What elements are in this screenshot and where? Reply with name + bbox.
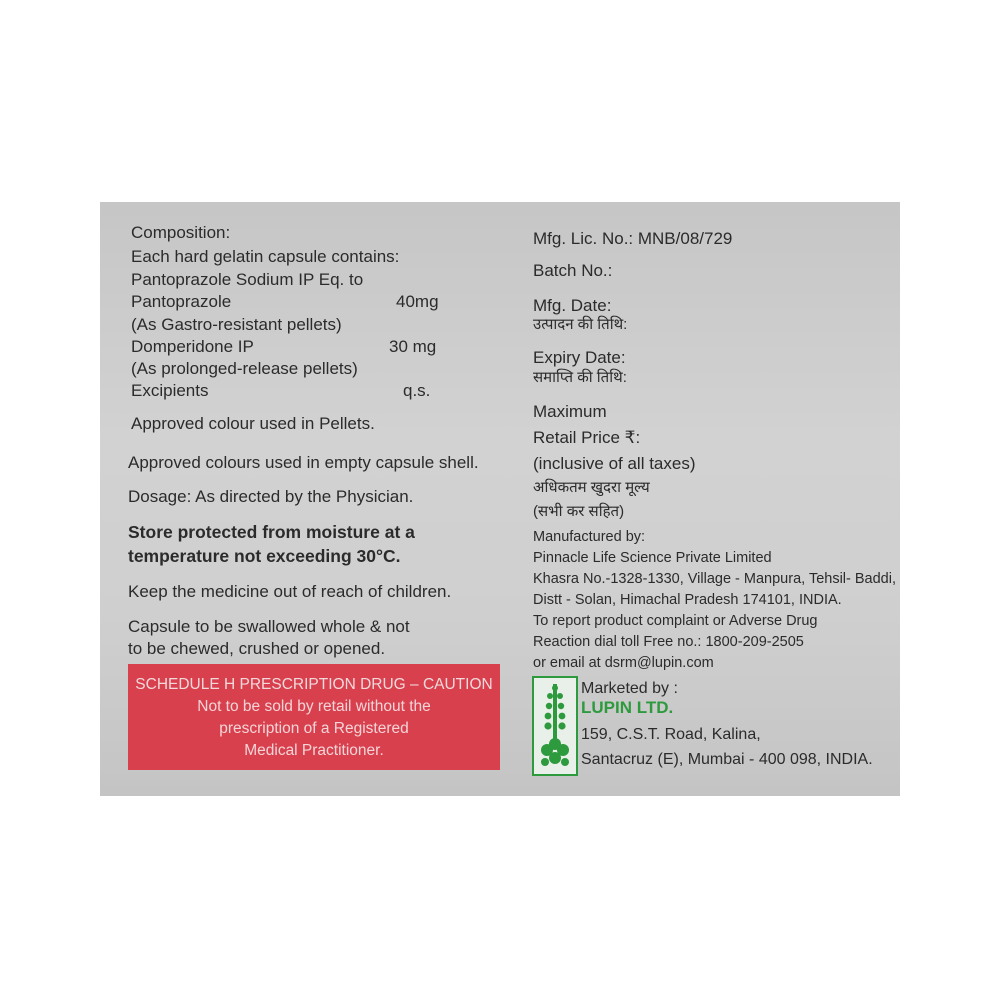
caution-line: prescription of a Registered [219,720,409,737]
mrp-hindi: अधिकतम खुदरा मूल्य [533,479,650,496]
mrp-label: Maximum [533,402,607,421]
lupin-logo-icon [532,676,578,776]
composition-line: Pantoprazole Sodium IP Eq. to [131,270,364,289]
batch-number: Batch No.: [533,261,613,280]
storage-note: Store protected from moisture at a [128,522,415,542]
composition-line: Each hard gelatin capsule contains: [131,247,400,266]
composition-line: Domperidone IP [131,337,254,356]
manufacturer-name: Pinnacle Life Science Private Limited [533,550,772,566]
report-email: or email at dsrm@lupin.com [533,655,714,671]
expiry-date: Expiry Date: [533,348,626,367]
colour-note: Approved colour used in Pellets. [131,414,375,433]
caution-heading: SCHEDULE H PRESCRIPTION DRUG – CAUTION [135,676,493,693]
composition-quantity: 30 mg [389,337,437,356]
mrp-label: Retail Price ₹: [533,428,641,447]
colour-shell-note: Approved colours used in empty capsule shell. [128,453,479,472]
composition-line: Excipients [131,381,209,400]
adverse-report-note: Reaction dial toll Free no.: 1800-209-2505 [533,634,804,650]
marketer-name: LUPIN LTD. [581,698,674,717]
caution-line: Not to be sold by retail without the [197,698,431,715]
swallow-instruction: Capsule to be swallowed whole & not [128,617,410,636]
children-warning: Keep the medicine out of reach of children. [128,582,452,601]
swallow-instruction: to be chewed, crushed or opened. [128,639,386,658]
mfg-licence: Mfg. Lic. No.: MNB/08/729 [533,229,733,248]
label-panel [100,202,900,796]
marketer-address: Santacruz (E), Mumbai - 400 098, INDIA. [581,751,873,768]
manufacturer-heading: Manufactured by: [533,529,646,545]
composition-quantity: q.s. [403,381,431,400]
composition-line: (As Gastro-resistant pellets) [131,315,342,334]
dosage-note: Dosage: As directed by the Physician. [128,487,414,506]
storage-note: temperature not exceeding 30°C. [128,546,401,566]
composition-heading: Composition: [131,223,231,242]
mrp-label: (inclusive of all taxes) [533,454,696,473]
schedule-h-caution-box [128,664,500,770]
marketer-heading: Marketed by : [581,680,678,697]
manufacturer-address: Khasra No.-1328-1330, Village - Manpura, Tehsil- Baddi, [533,571,896,587]
marketer-address: 159, C.S.T. Road, Kalina, [581,726,761,743]
composition-line: (As prolonged-release pellets) [131,359,358,378]
lupin-flower-icon [534,678,576,774]
mfg-date-hindi: उत्पादन की तिथि: [533,316,628,333]
expiry-date-hindi: समाप्ति की तिथि: [533,369,627,386]
caution-line: Medical Practitioner. [244,742,384,759]
manufacturer-address: Distt - Solan, Himachal Pradesh 174101, INDIA. [533,592,842,608]
mfg-date: Mfg. Date: [533,296,612,315]
composition-quantity: 40mg [396,292,439,311]
adverse-report-note: To report product complaint or Adverse Drug [533,613,818,629]
mrp-hindi: (सभी कर सहित) [533,503,625,520]
composition-line: Pantoprazole [131,292,232,311]
